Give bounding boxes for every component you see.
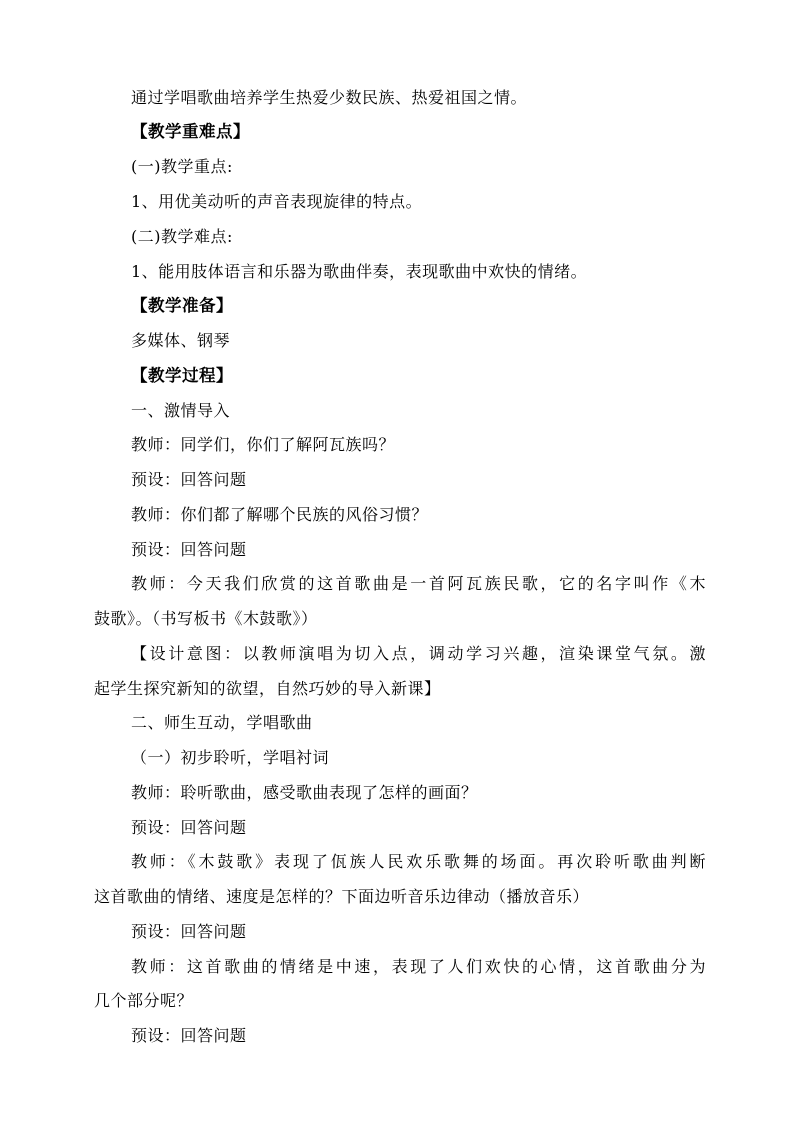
subsection-title-first-listen: （一）初步聆听，学唱衬词 xyxy=(131,748,330,767)
heading-teaching-process: 【教学过程】 xyxy=(131,366,233,385)
text-line-teacher-question-2: 教师：你们都了解哪个民族的风俗习惯？ xyxy=(131,505,429,524)
text-line-teacher-question-3: 教师：聆听歌曲，感受歌曲表现了怎样的画面？ xyxy=(131,783,478,802)
text-line-preset-answer-4: 预设：回答问题 xyxy=(131,922,247,941)
text-line-design-intent-cont: 起学生探究新知的欲望，自然巧妙的导入新课】 xyxy=(94,679,441,698)
text-line-goal: 通过学唱歌曲培养学生热爱少数民族、热爱祖国之情。 xyxy=(131,88,528,107)
text-line-teacher-explain: 教师：《木鼓歌》表现了佤族人民欢乐歌舞的场面。再次聆听歌曲判断 xyxy=(131,852,706,871)
subheading-difficult-points: (二)教学难点: xyxy=(131,227,233,246)
text-line-teacher-explain-cont: 这首歌曲的情绪、速度是怎样的？下面边听音乐边律动（播放音乐） xyxy=(94,887,590,906)
text-line-preset-answer-2: 预设：回答问题 xyxy=(131,540,247,559)
text-line-teacher-summary: 教师：这首歌曲的情绪是中速，表现了人们欢快的心情，这首歌曲分为 xyxy=(131,957,706,976)
text-line-difficult-point-1: 1、能用肢体语言和乐器为歌曲伴奏，表现歌曲中欢快的情绪。 xyxy=(131,262,588,281)
text-line-preset-answer-1: 预设：回答问题 xyxy=(131,470,247,489)
text-line-design-intent: 【设计意图：以教师演唱为切入点，调动学习兴趣，渲染课堂气氛。激 xyxy=(131,644,706,663)
heading-key-difficult-points: 【教学重难点】 xyxy=(131,122,250,141)
text-line-materials: 多媒体、钢琴 xyxy=(131,331,231,350)
section-title-interaction: 二、师生互动，学唱歌曲 xyxy=(131,713,313,732)
text-line-teacher-summary-cont: 几个部分呢？ xyxy=(94,991,194,1010)
text-line-preset-answer-3: 预设：回答问题 xyxy=(131,818,247,837)
text-line-teacher-question-1: 教师：同学们，你们了解阿瓦族吗？ xyxy=(131,435,396,454)
text-line-teacher-intro-cont: 鼓歌》。（书写板书《木鼓歌》） xyxy=(94,609,318,628)
section-title-introduction: 一、激情导入 xyxy=(131,401,231,420)
subheading-key-points: (一)教学重点: xyxy=(131,157,233,176)
text-line-preset-answer-5: 预设：回答问题 xyxy=(131,1026,247,1045)
heading-teaching-preparation: 【教学准备】 xyxy=(131,296,233,315)
text-line-key-point-1: 1、用优美动听的声音表现旋律的特点。 xyxy=(131,192,423,211)
text-line-teacher-intro: 教师：今天我们欣赏的这首歌曲是一首阿瓦族民歌，它的名字叫作《木 xyxy=(131,574,706,593)
